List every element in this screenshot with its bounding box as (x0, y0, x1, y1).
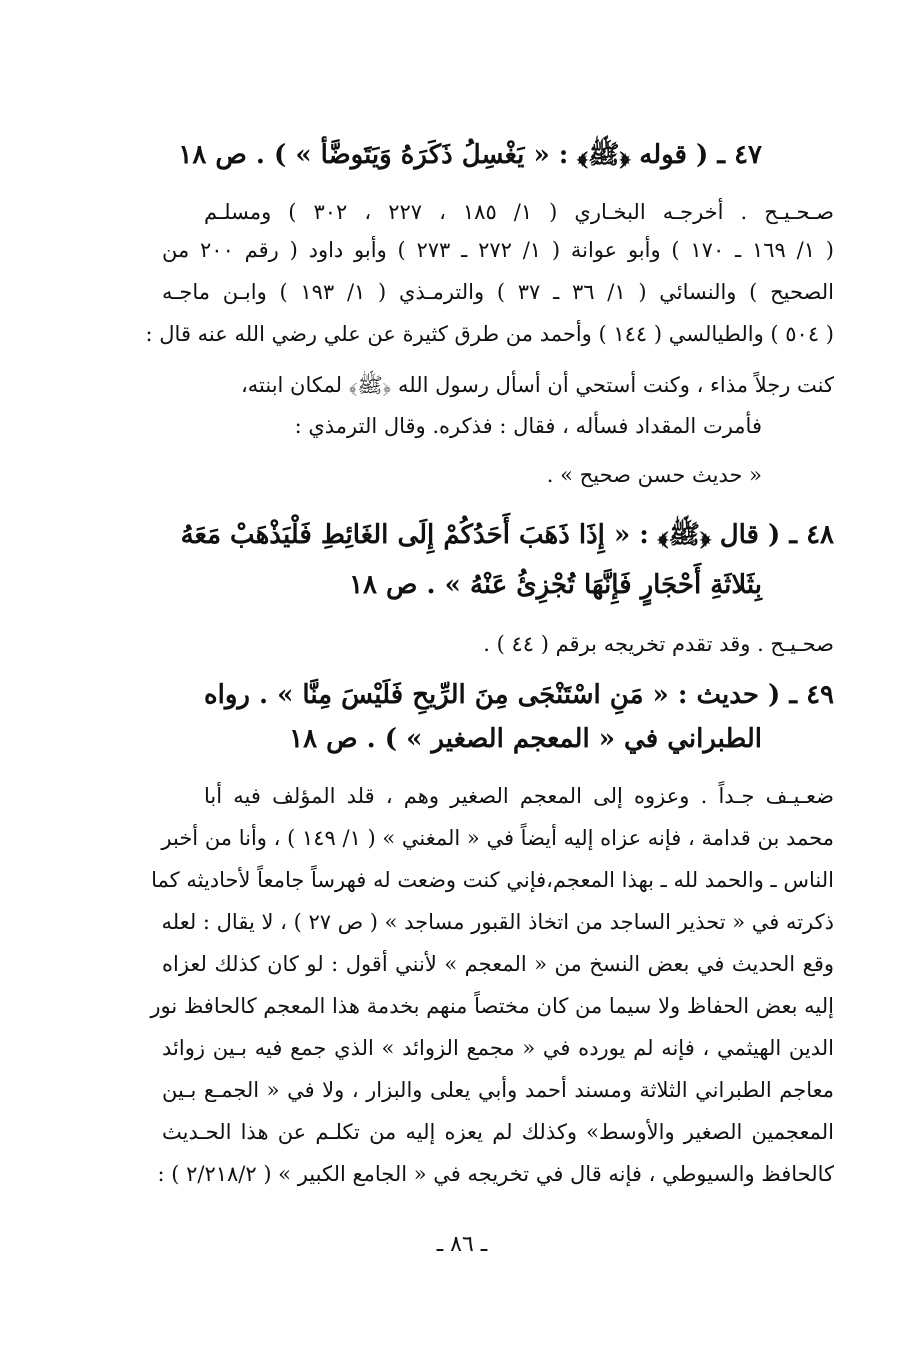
entry-47-quote-line: كنت رجلاً مذاء ، وكنت أستحي أن أسأل رسول الله ﴿ﷺ﴾ لمكان ابنته، (240, 373, 834, 397)
entry-49-commentary-line: إليه بعض الحفاظ ولا سيما من كان مختصاً منهم بخدمة هذا المعجم كالحافظ نور (150, 994, 834, 1018)
entry-47-quote-line: « حديث حسن صحيح » . (546, 463, 762, 487)
entry-49-commentary-line: المعجمين الصغير والأوسط» وكذلك لم يعزه إليه من تكلـم عن هذا الحـديث (162, 1120, 834, 1144)
entry-49-commentary-line: الناس ـ والحمد لله ـ بهذا المعجم،فإني كنت وضعت له فهرساً جامعاً لأحاديثه كما (151, 868, 834, 892)
entry-47-heading: ٤٧ ـ ( قوله ﴿ﷺ﴾ : « يَغْسِلُ ذَكَرَهُ وَيَتَوضَّأ » ) . ص ١٨ (178, 140, 762, 170)
entry-49-commentary-line: وقع الحديث في بعض النسخ من « المعجم » لأنني أقول : لو كان كذلك لعزاه (162, 952, 834, 976)
entry-47-commentary-line: الصحيح ) والنسائي ( ١/ ٣٦ ـ ٣٧ ) والترمـذي ( ١/ ١٩٣ ) وابـن ماجـه (162, 280, 834, 304)
entry-48-commentary-line: صحـيـح . وقد تقدم تخريجه برقم ( ٤٤ ) . (483, 632, 834, 656)
entry-49-commentary-line: ضعـيـف جـداً . وعزوه إلى المعجم الصغير وهم ، قلد المؤلف فيه أبا (204, 784, 834, 808)
entry-49-commentary-line: الدين الهيثمي ، فإنه لم يورده في « مجمع الزوائد » الذي جمع فيه بـين زوائد (162, 1036, 834, 1060)
page-number: ـ ٨٦ ـ (436, 1232, 488, 1257)
entry-48-heading: بِثَلاثَةِ أَحْجَارٍ فَإِنَّهَا تُجْزِئُ عَنْهُ » . ص ١٨ (349, 570, 762, 600)
entry-49-commentary-line: كالحافظ والسيوطي ، فإنه قال في تخريجه في « الجامع الكبير » ( ٢/٢١٨/٢ ) : (157, 1162, 834, 1186)
entry-47-quote-line: فأمرت المقداد فسأله ، فقال : فذكره. وقال الترمذي : (294, 414, 762, 438)
entry-49-heading: الطبراني في « المعجم الصغير » ) . ص ١٨ (289, 724, 762, 754)
entry-48-heading: ٤٨ ـ ( قال ﴿ﷺ﴾ : « إِذَا ذَهَبَ أَحَدُكُمْ إِلَى الغَائِطِ فَلْيَذْهَبْ مَعَهُ (180, 520, 834, 550)
entry-49-commentary-line: محمد بن قدامة ، فإنه عزاه إليه أيضاً في « المغني » ( ١/ ١٤٩ ) ، وأنا من أخبر (161, 826, 834, 850)
entry-49-commentary-line: معاجم الطبراني الثلاثة ومسند أحمد وأبي يعلى والبزار ، ولا في « الجمـع بـين (162, 1078, 834, 1102)
entry-47-commentary-line: ( ٥٠٤ ) والطيالسي ( ١٤٤ ) وأحمد من طرق كثيرة عن علي رضي الله عنه قال : (145, 322, 834, 346)
entry-49-heading: ٤٩ ـ ( حديث : « مَنِ اسْتَنْجَى مِنَ الرِّيحِ فَلَيْسَ مِنَّا » . رواه (204, 680, 834, 710)
entry-47-commentary-line: ( ١/ ١٦٩ ـ ١٧٠ ) وأبو عوانة ( ١/ ٢٧٢ ـ ٢٧٣ ) وأبو داود ( رقم ٢٠٠ من (162, 238, 834, 262)
entry-47-commentary-line: صـحـيـح . أخرجـه البخـاري ( ١/ ١٨٥ ، ٢٢٧ ، ٣٠٢ ) ومسلـم (204, 200, 834, 224)
entry-49-commentary-line: ذكرته في « تحذير الساجد من اتخاذ القبور مساجد » ( ص ٢٧ ) ، لا يقال : لعله (161, 910, 834, 934)
